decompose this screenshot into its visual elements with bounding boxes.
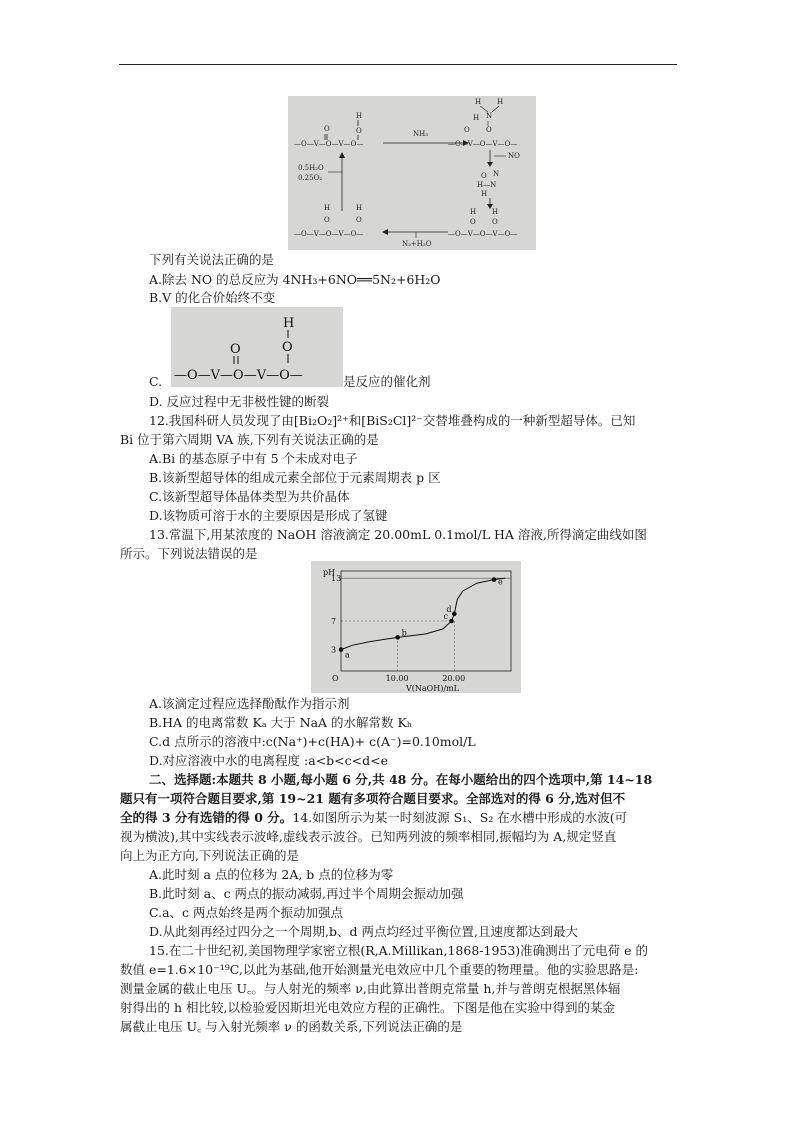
section2-line-2: 题只有一项符合题目要求,第 19~21 题有多项符合题目要求。全部选对的得 6 分,选对但不 [120, 791, 626, 806]
svg-text:—O—V—O—V—O—: —O—V—O—V—O— [448, 230, 518, 238]
y-tick-label: 7 [331, 617, 337, 626]
y-axis-label: pH [323, 568, 336, 577]
svg-text:O: O [324, 125, 330, 133]
svg-text:—O—V—O—V—O—: —O—V—O—V—O— [294, 140, 364, 148]
svg-text:—O—V—O—V—O—: —O—V—O—V—O— [448, 140, 518, 148]
q14-option-b: B.此时刻 a、c 两点的振动减弱,再过半个周期会振动加强 [149, 886, 464, 901]
structure-bottom-right [448, 208, 517, 238]
svg-text:O: O [356, 127, 362, 135]
o2-label: 0.25O₂ [298, 174, 323, 182]
titration-chart [311, 561, 521, 693]
point-a [339, 647, 344, 652]
svg-text:O: O [470, 218, 476, 226]
point-b [395, 635, 400, 640]
point-label-a: a [345, 650, 350, 660]
svg-text:H: H [473, 114, 480, 122]
svg-text:O: O [356, 216, 362, 224]
y-tick-label: 3 [331, 645, 337, 655]
q13-option-d: D.对应溶液中水的电离程度 :a<b<c<d<e [149, 753, 388, 768]
q12-stem-1: 12.我国科研人员发现了由[Bi₂O₂]²⁺和[BiS₂Cl]²⁻交替堆叠构成的一种新型超导体。已知 [149, 413, 636, 428]
y-tick-label: 13 [331, 574, 342, 584]
structure-top-left [294, 112, 363, 148]
q11-option-a: A.除去 NO 的总反应为 4NH₃+6NO══5N₂+6H₂O [149, 272, 441, 287]
q11-stem: 下列有关说法正确的是 [149, 252, 275, 267]
svg-text:H: H [497, 98, 504, 106]
svg-text:O: O [492, 218, 498, 226]
point-label-d: d [446, 604, 452, 614]
n2-label: N₂+H₂O [402, 240, 432, 248]
no-label: NO [508, 152, 520, 160]
q13-option-a: A.该滴定过程应选择酚酞作为指示剂 [149, 696, 350, 711]
q14-stem-3: 向上为正方向,下列说法正确的是 [120, 848, 299, 863]
q15-line-4: 射得出的 h 相比较,以检验爱因斯坦光电效应方程的正确性。下图是他在实验中得到的某金 [120, 1000, 615, 1015]
svg-text:H: H [356, 112, 363, 120]
svg-text:O: O [481, 172, 487, 180]
arrow-n2 [382, 229, 448, 248]
svg-text:H: H [356, 204, 363, 212]
q11-option-b: B.V 的化合价始终不变 [149, 290, 276, 305]
x-axis-label: V(NaOH)/mL [406, 684, 459, 693]
titration-curve [341, 578, 505, 650]
q12-stem-2: Bi 位于第六周期 VA 族,下列有关说法正确的是 [120, 432, 379, 447]
q14-stem-1: 14.如图所示为某一时刻波源 S₁、S₂ 在水槽中形成的水波(可 [292, 810, 628, 825]
point-label-e: e [498, 577, 503, 587]
svg-text:H—N: H—N [477, 181, 497, 189]
header-rule [119, 64, 677, 65]
x-tick-label: 20.00 [442, 674, 466, 683]
q13-stem-2: 所示。下列说法错误的是 [120, 546, 258, 561]
q14-option-d: D.从此刻再经过四分之一个周期,b、d 两点均经过平衡位置,且速度都达到最大 [149, 924, 578, 939]
point-label-b: b [401, 628, 407, 638]
q13-option-c: C.d 点所示的溶液中:c(Na⁺)+c(HA)+ c(A⁻)=0.10mol/L [149, 734, 476, 749]
section2-line-1: 二、选择题:本题共 8 小题,每小题 6 分,共 48 分。在每小题给出的四个选项中,第 14~18 [149, 772, 653, 787]
svg-text:H: H [324, 204, 331, 212]
q12-option-d: D.该物质可溶于水的主要原因是形成了氢键 [149, 508, 388, 523]
catalyst-structure-figure [171, 307, 343, 387]
catalytic-cycle-figure [288, 96, 536, 250]
section2-line-3 [120, 810, 627, 826]
structure-bottom-left [294, 204, 363, 238]
svg-text:O: O [230, 342, 241, 357]
origin-label: O [332, 674, 339, 683]
q12-option-c: C.该新型超导体晶体类型为共价晶体 [149, 489, 350, 504]
svg-text:O: O [486, 126, 492, 134]
point-e [492, 577, 497, 582]
cat-h: H [283, 316, 295, 331]
svg-text:O: O [324, 216, 330, 224]
svg-text:H: H [470, 208, 477, 216]
cat-chain: —O—V—O—V—O— [174, 368, 303, 383]
svg-text:H: H [492, 208, 499, 216]
point-c [449, 619, 454, 624]
q15-line-1: 15.在二十世纪初,美国物理学家密立根(R,A.Millikan,1868-1953)准确测出了元电荷 e 的 [149, 943, 649, 958]
nh3-label: NH₃ [413, 130, 429, 138]
svg-text:O: O [464, 126, 470, 134]
arrow-no [477, 150, 520, 209]
q13-stem-1: 13.常温下,用某浓度的 NaOH 溶液滴定 20.00mL 0.1mol/L HA 溶液,所得滴定曲线如图 [149, 527, 647, 542]
q11-option-c-prefix: C. [149, 374, 163, 389]
x-tick-label: 10.00 [385, 674, 409, 683]
q15-line-3: 测量金属的截止电压 U꜀。与人射光的频率 ν,由此算出普朗克常量 h,并与普朗克根据黑体辐 [120, 981, 621, 996]
svg-text:H: H [475, 98, 482, 106]
q13-option-b: B.HA 的电离常数 Kₐ 大于 NaA 的水解常数 Kₕ [149, 715, 413, 730]
q15-line-5: 属截止电压 U꜀ 与入射光频率 ν 的函数关系,下列说法正确的是 [120, 1019, 463, 1034]
point-label-c: c [443, 612, 448, 621]
q14-stem-2: 视为横波),其中实线表示波峰,虚线表示波谷。已知两列波的频率相同,振幅均为 A,规定竖直 [120, 829, 617, 844]
cat-o-top: O [282, 340, 293, 355]
svg-text:—O—V—O—V—O—: —O—V—O—V—O— [294, 230, 364, 238]
structure-top-right [448, 98, 517, 148]
point-d [452, 612, 457, 617]
svg-text:N: N [493, 170, 500, 178]
q12-option-a: A.Bi 的基态原子中有 5 个未成对电子 [149, 451, 358, 466]
section2-line-3-bold: 全的得 3 分有选错的得 0 分。 [120, 810, 293, 825]
h2o-label: 0.5H₂O [298, 164, 324, 172]
q14-option-a: A.此时刻 a 点的位移为 2A, b 点的位移为零 [149, 867, 394, 882]
q14-option-c: C.a、c 两点始终是两个振动加强点 [149, 905, 344, 920]
q11-option-c-suffix: 是反应的催化剂 [343, 374, 431, 389]
q15-line-2: 数值 e=1.6×10⁻¹⁹C,以此为基础,他开始测量光电效应中几个重要的物理量。他的实验思路是: [120, 962, 639, 977]
arrow-o2 [298, 152, 345, 211]
svg-text:N: N [486, 112, 493, 120]
q11-option-d: D. 反应过程中无非极性键的断裂 [149, 394, 330, 409]
svg-text:H: H [481, 190, 488, 198]
q12-option-b: B.该新型超导体的组成元素全部位于元素周期表 p 区 [149, 470, 441, 485]
